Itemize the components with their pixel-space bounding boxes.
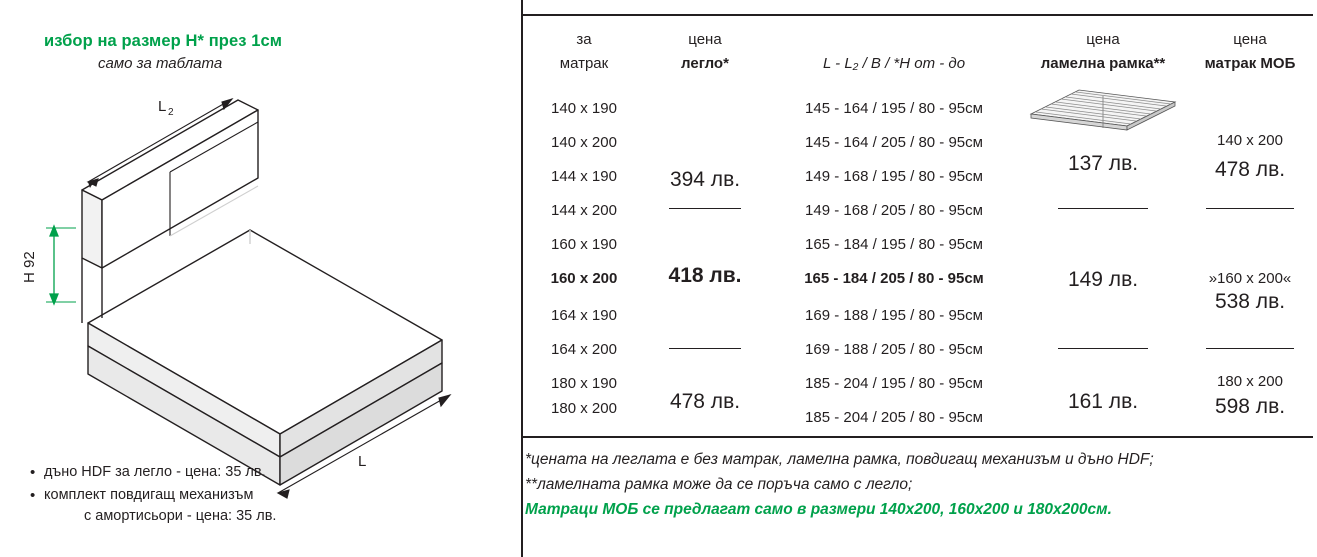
table-row-dims: 169 - 188 / 205 / 80 - 95см bbox=[805, 341, 983, 358]
table-row: 140 x 200 bbox=[551, 134, 617, 151]
lamella-price-1: 137 лв. bbox=[1067, 152, 1139, 175]
svg-text:2: 2 bbox=[168, 107, 174, 118]
mob-size-3: 180 x 200 bbox=[1217, 373, 1283, 390]
left-panel bbox=[0, 0, 520, 557]
table-row-dims: 185 - 204 / 205 / 80 - 95см bbox=[805, 409, 983, 426]
table-row: 180 x 200 bbox=[551, 400, 617, 417]
dim-label-l: L bbox=[358, 453, 367, 470]
price-table-panel bbox=[523, 0, 1317, 557]
table-bottom-rule bbox=[523, 436, 1313, 438]
table-row-dims: 169 - 188 / 195 / 80 - 95см bbox=[805, 307, 983, 324]
table-row-dims: 145 - 164 / 205 / 80 - 95см bbox=[805, 134, 983, 151]
table-row-dims: 149 - 168 / 205 / 80 - 95см bbox=[805, 202, 983, 219]
lamella-separator-2 bbox=[1058, 348, 1148, 349]
table-row: 180 x 190 bbox=[551, 375, 617, 392]
mob-price-3: 598 лв. bbox=[1214, 395, 1286, 418]
note-mob: Матраци МОБ се предлагат само в размери 140x200, 160x200 и 180x200см. bbox=[525, 501, 1112, 518]
table-row-dims: 185 - 204 / 195 / 80 - 95см bbox=[805, 375, 983, 392]
bed-price-group-1: 394 лв. bbox=[669, 168, 741, 191]
list-item bbox=[30, 485, 512, 527]
mob-size-1: 140 x 200 bbox=[1217, 132, 1283, 149]
bed-price-separator-2 bbox=[669, 348, 741, 349]
list-item: • дъно HDF за легло - цена: 35 лв. bbox=[30, 462, 512, 483]
header-lamella-line1: цена bbox=[1086, 31, 1120, 48]
table-row: 144 x 200 bbox=[551, 202, 617, 219]
left-notes-list bbox=[12, 462, 512, 529]
lamella-frame-image bbox=[1027, 84, 1179, 132]
mob-separator-2 bbox=[1206, 348, 1294, 349]
size-option-subtitle: само за таблата bbox=[98, 55, 223, 72]
bed-price-group-3: 478 лв. bbox=[669, 390, 741, 413]
list-item-line1: комплект повдигащ механизъм bbox=[44, 487, 254, 503]
mob-price-1: 478 лв. bbox=[1214, 158, 1286, 181]
table-top-rule bbox=[523, 14, 1313, 16]
table-row-dims: 165 - 184 / 205 / 80 - 95см bbox=[804, 270, 984, 287]
mob-price-2: 538 лв. bbox=[1214, 290, 1286, 313]
bed-price-group-2: 418 лв. bbox=[668, 264, 742, 287]
table-row: 160 x 190 bbox=[551, 236, 617, 253]
bed-price-separator-1 bbox=[669, 208, 741, 209]
header-mob-line2: матрак МОБ bbox=[1204, 55, 1296, 72]
lamella-price-2: 149 лв. bbox=[1067, 268, 1139, 291]
table-row-dims: 149 - 168 / 195 / 80 - 95см bbox=[805, 168, 983, 185]
header-mattress-line2: матрак bbox=[559, 55, 609, 72]
lamella-price-3: 161 лв. bbox=[1067, 390, 1139, 413]
dim-label-l2: L bbox=[158, 98, 167, 115]
list-item-line2: с амортисьори - цена: 35 лв. bbox=[84, 508, 277, 524]
header-mob-line1: цена bbox=[1233, 31, 1267, 48]
table-row: 160 x 200 bbox=[550, 270, 618, 287]
header-dimensions: L - L₂ / B / *H от - до bbox=[822, 55, 966, 72]
mob-size-2: »160 x 200« bbox=[1208, 270, 1292, 287]
header-bed-price-line1: цена bbox=[688, 31, 722, 48]
table-row: 140 x 190 bbox=[551, 100, 617, 117]
table-notes bbox=[525, 447, 1315, 522]
bed-diagram bbox=[10, 78, 510, 470]
dim-label-h: H 92 bbox=[21, 251, 38, 283]
header-bed-price-line2: легло* bbox=[681, 55, 729, 72]
note-bed-price: *цената на леглата е без матрак, ламелна рамка, повдигащ механизъм и дъно HDF; bbox=[525, 451, 1154, 468]
size-option-title: избор на размер H* през 1см bbox=[44, 32, 283, 50]
table-row: 164 x 190 bbox=[551, 307, 617, 324]
table-row-dims: 165 - 184 / 195 / 80 - 95см bbox=[805, 236, 983, 253]
note-lamella: **ламелната рамка може да се поръча само с легло; bbox=[525, 476, 913, 493]
lamella-separator-1 bbox=[1058, 208, 1148, 209]
table-row: 144 x 190 bbox=[551, 168, 617, 185]
mob-separator-1 bbox=[1206, 208, 1294, 209]
table-row-dims: 145 - 164 / 195 / 80 - 95см bbox=[805, 100, 983, 117]
table-row: 164 x 200 bbox=[551, 341, 617, 358]
header-lamella-line2: ламелна рамка** bbox=[1040, 55, 1166, 72]
header-mattress-line1: за bbox=[576, 31, 592, 48]
